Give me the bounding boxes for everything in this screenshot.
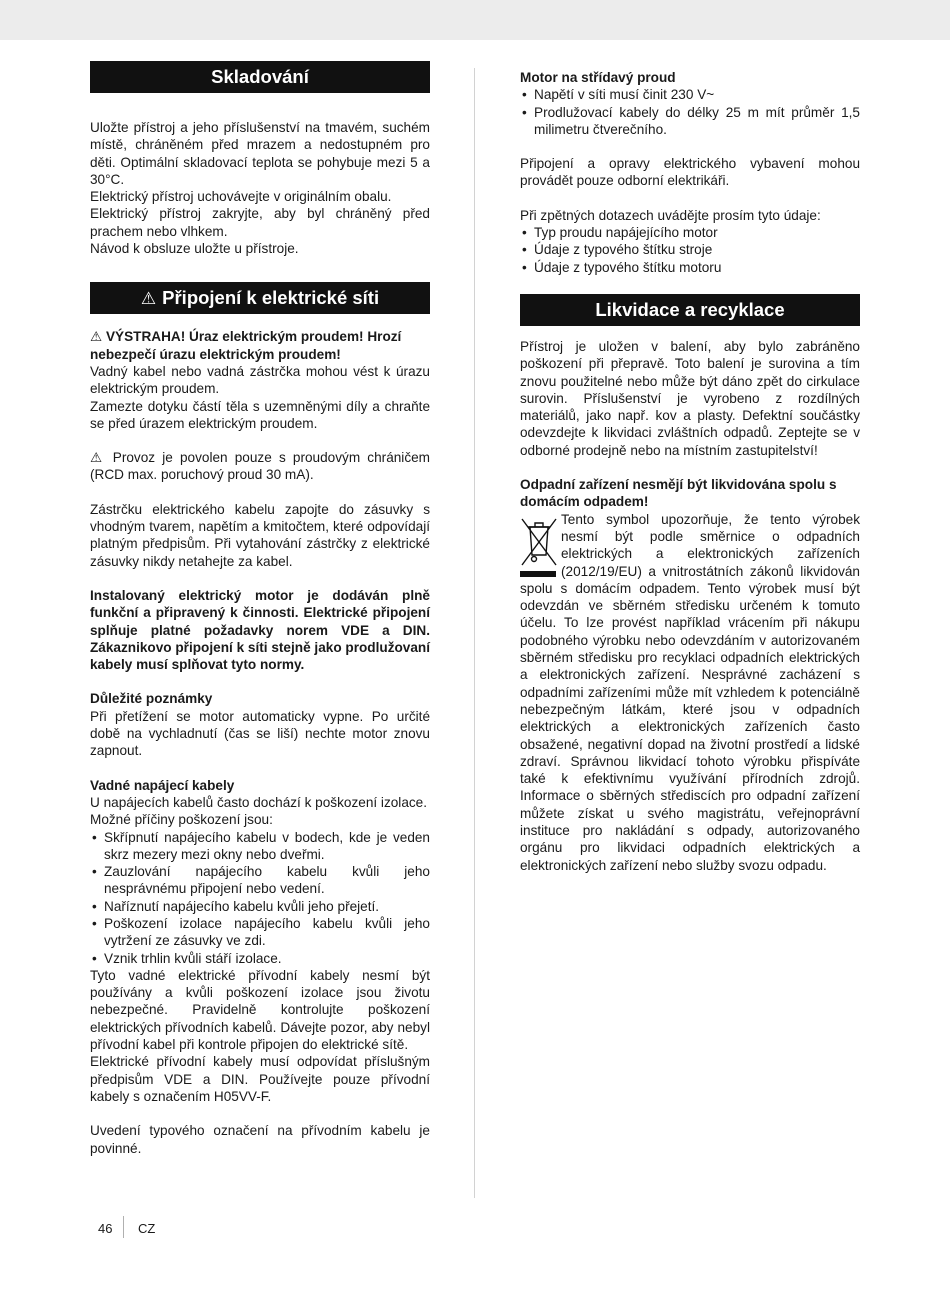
storage-paragraph-4: Návod k obsluze uložte u přístroje. xyxy=(90,241,299,257)
list-item: • Typ proudu napájejícího motor xyxy=(520,224,860,241)
inquiry-list xyxy=(520,224,860,276)
cables-paragraph-2: Možné příčiny poškození jsou: xyxy=(90,812,273,828)
notes-title: Důležité poznámky xyxy=(90,691,213,707)
list-item: • Skřípnutí napájecího kabelu v bodech, kde je veden skrz mezery mezi okny nebo dveřmi. xyxy=(90,829,430,864)
weee-block xyxy=(520,511,860,874)
storage-paragraph-1: Uložte přístroj a jeho příslušenství na tmavém, suchém místě, chráněném před mrazem a nedostupném pro děti. Optimální skladovací teplota se pohybuje mezi 5 a 30°C. xyxy=(90,120,430,187)
list-item: • Vznik trhlin kvůli stáří izolace. xyxy=(90,950,430,967)
electric-heading: ⚠ Připojení k elektrické síti xyxy=(90,282,430,314)
ac-motor-list xyxy=(520,86,860,138)
column-divider xyxy=(474,68,475,1198)
crossed-out-wheelie-bin-icon xyxy=(520,515,558,579)
list-item: • Poškození izolace napájecího kabelu kvůli jeho vytržení ze zásuvky ve zdi. xyxy=(90,915,430,950)
warning-icon: ⚠ xyxy=(140,289,157,309)
list-item: • Údaje z typového štítku stroje xyxy=(520,241,860,258)
disposal-paragraph: Přístroj je uložen v balení, aby bylo zabráněno poškození při přepravě. Toto balení je surovina a tím znovu použitelné nebo může být dáno zpět do cirkulace surovin. Příslušenství je vyrobeno z rozdílných materiálů, jako např. kov a plasty. Defektní součástky odevzdejte k likvidaci zvláštních odpadů. Zeptejte se v odborné prodejně nebo na místním zastupitelství! xyxy=(520,338,860,458)
warning-icon: ⚠ xyxy=(90,450,106,466)
causes-list xyxy=(90,829,430,967)
list-item: • Údaje z typového štítku motoru xyxy=(520,259,860,276)
list-item: • Prodlužovací kabely do délky 25 m mít průměr 1,5 milimetru čtverečního. xyxy=(520,104,860,139)
disposal-heading: Likvidace a recyklace xyxy=(520,294,860,326)
warning-bold-text: ⚠ VÝSTRAHA! Úraz elektrickým proudem! Hrozí nebezpečí úrazu elektrickým proudem! xyxy=(90,329,402,362)
warning-paragraph-1: Vadný kabel nebo vadná zástrčka mohou vést k úrazu elektrickým proudem. xyxy=(90,363,430,397)
weee-paragraph: Tento symbol upozorňuje, že tento výrobek nesmí být podle směrnice o odpadních elektrických a elektronických zařízeních (2012/19/EU) a vnitrostátních zákonů likvidován spolu s domácím odpadem. Tento výrobek musí být odevzdán ve sběrném středisku určeném k tomuto účelu. To lze provést například vrácením při nákupu podobného výrobku nebo odevzdáním v autorizovaném sběrném středisku pro recyklaci odpadních elektrických a elektronických zařízení. Nesprávné zacházení s odpadními zařízeními může mít vzhledem k potenciálně nebezpečným látkám, které jsou v odpadních elektrických a elektronických zařízeních často obsažené, negativní dopad na životní prostředí a lidské zdraví. Správnou likvidací tohoto výrobku přispíváte také k efektivnímu využívání přírodních zdrojů. Informace o sběrných střediscích pro odpadní zařízení můžete získat u svého magistrátu, veřejnoprávní instituce pro nakládání s odpady, autorizovaného orgánu pro likvidaci odpadních elektrických a elektronických zařízení nebo služby svozu odpadu. xyxy=(520,511,860,873)
cables-paragraph-5: Uvedení typového označení na přívodním kabelu je povinné. xyxy=(90,1123,430,1156)
repair-paragraph: Připojení a opravy elektrického vybavení mohou provádět pouze odborní elektrikáři. xyxy=(520,156,860,189)
notes-paragraph: Při přetížení se motor automaticky vypne. Po určité době na vychladnutí (čas se liší) nechte motor znovu zapnout. xyxy=(90,708,430,759)
storage-paragraph-2: Elektrický přístroj uchovávejte v originálním obalu. xyxy=(90,189,392,205)
storage-heading: Skladování xyxy=(90,61,430,93)
cables-paragraph-3: Tyto vadné elektrické přívodní kabely nesmí být používány a kvůli poškození izolace jsou životu nebezpečné. Pravidelně kontrolujte poškození elektrických přívodních kabelů. Dávejte pozor, aby nebyl přívodní kabel při kontrole připojen do elektrické sítě. xyxy=(90,967,430,1053)
warning-paragraph-2: Zamezte dotyku částí těla s uzemněnými díly a chraňte se před úrazem elektrickým proudem. xyxy=(90,398,430,431)
list-item: • Napětí v síti musí činit 230 V~ xyxy=(520,86,860,103)
list-item: • Naříznutí napájecího kabelu kvůli jeho přejetí. xyxy=(90,898,430,915)
page-number: 46 xyxy=(98,1221,113,1236)
list-item: • Zauzlování napájecího kabelu kvůli jeho nesprávnému připojení nebo vedení. xyxy=(90,863,430,898)
cables-paragraph-1: U napájecích kabelů často dochází k poškození izolace. xyxy=(90,794,428,810)
cables-paragraph-4: Elektrické přívodní kabely musí odpovídat příslušným předpisům VDE a DIN. Používejte pouze přívodní kabely s označením H05VV-F. xyxy=(90,1054,430,1104)
motor-paragraph: Instalovaný elektrický motor je dodáván plně funkční a připravený k činnosti. Elektrické připojení splňuje platné požadavky norem VDE a DIN. Zákaznikovo připojení k síti stejně jako prodlužovaní kabely musí splňovat tyto normy. xyxy=(90,587,430,673)
language-code: CZ xyxy=(138,1221,156,1236)
ac-motor-title: Motor na střídavý proud xyxy=(520,70,676,85)
right-column xyxy=(520,69,860,874)
weee-bold-text: Odpadní zařízení nesmějí být likvidována spolu s domácím odpadem! xyxy=(520,477,837,510)
left-column xyxy=(90,61,430,1157)
cables-title: Vadné napájecí kabely xyxy=(90,777,235,793)
top-bar xyxy=(0,0,950,40)
plug-paragraph: Zástrčku elektrického kabelu zapojte do zásuvky s vhodným tvarem, napětím a kmitočtem, které odpovídají platným předpisům. Při vytahování zástrčky z elektrické zásuvky nikdy netahejte za kabel. xyxy=(90,501,430,569)
footer-separator xyxy=(123,1216,124,1238)
inquiry-paragraph: Při zpětných dotazech uvádějte prosím tyto údaje: xyxy=(520,207,821,223)
warning-icon: ⚠ xyxy=(90,329,103,345)
rcd-paragraph: ⚠ Provoz je povolen pouze s proudovým chráničem (RCD max. poruchový proud 30 mA). xyxy=(90,450,431,483)
storage-paragraph-3: Elektrický přístroj zakryjte, aby byl chráněný před prachem nebo vlhkem. xyxy=(90,206,430,239)
